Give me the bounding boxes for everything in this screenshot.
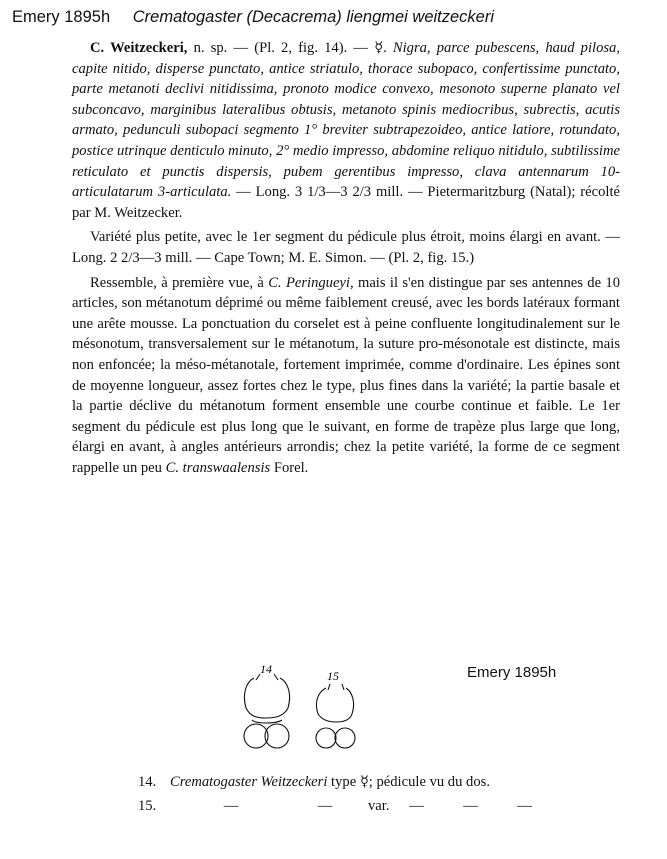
caption-14-taxon: Crematogaster Weitzeckeri: [170, 774, 328, 790]
species-measure: — Long. 3 1/3—3 2/3 mill. — Pietermaritzburg (Natal); récolté par M. Weitzecker.: [72, 184, 620, 221]
figure-drawings: [232, 660, 372, 760]
species-status: n. sp. — (Pl. 2, fig. 14). — ☿.: [187, 40, 393, 56]
species-description: [72, 38, 620, 223]
page-header: [12, 8, 662, 27]
comparison-text-2: mais il s'en distingue par ses antennes de 10 articles, son métanotum déprimé ou même faiblement creusé, avec les bords latéraux formant une arête mousse. La ponctuation du corselet est à peine confluente longitudinalement sur le mésonotum, transversalement sur le métanotum, la suture pro-mésonotale est distincte, mais non enfoncée; la méso-métanotale, fortement imprimée, comme d'ordinaire. Les épines sont de moyenne longueur, assez fortes chez le type, plus fines dans la variété; la partie basale et la partie déclive du métanotum forment ensemble une courbe continue et faible. Le 1er segment du pédicule est plus long que le suivant, en forme de trapèze plus large que long, élargi en avant, à angles antérieurs arrondis; chez la petite variété, la forme de ce segment rappelle un peu: [72, 274, 620, 476]
caption-14-text: type ☿; pédicule vu du dos.: [327, 774, 490, 790]
figure-captions: [138, 770, 618, 818]
caption-15-var: var.: [368, 798, 390, 814]
caption-15: [138, 794, 618, 818]
figure-credit: Emery 1895h: [467, 664, 557, 681]
pedicel-illustrations: [232, 660, 372, 760]
figure-label-15: 15: [327, 669, 339, 683]
latin-diagnosis: Nigra, parce pubescens, haud pilosa, capite nitido, disperse punctato, antice striatulo, thorace subopaco, confertissime punctato, parte metanoti declivi nitidissima, pronoto modice convexo, mesonoto superne planato vel subconcavo, marginibus lateralibus obtusis, metanoto spinis mediocribus, subrectis, acutis armato, pedunculi subopaci segmento 1° breviter subtrapezoideo, antice latiore, rotundato, postice utrinque denticulo minuto, 2° medio impresso, abdomine reliquo nitidulo, subtilissime reticulato et punctis dispersis, pubem gerentibus impresso, clava antennarum 10-articulatarum 3-articulata.: [72, 40, 620, 201]
comparison-species-2: C. transwaalensis: [165, 459, 271, 476]
header-author: Emery 1895h: [12, 8, 111, 26]
caption-15-dash-5: —: [517, 798, 532, 814]
caption-15-dash-3: —: [409, 798, 424, 814]
caption-15-number: 15.: [138, 798, 157, 814]
article-body: [72, 38, 620, 482]
comparison-text-1: Ressemble, à première vue, à: [90, 274, 269, 291]
header-taxon: Crematogaster (Decacrema) liengmei weitzeckeri: [132, 8, 495, 26]
caption-14-number: 14.: [138, 774, 157, 790]
variety-paragraph: Variété plus petite, avec le 1er segment du pédicule plus étroit, moins élargi en avant. — Long. 2 2/3—3 mill. — Cape Town; M. E. Simon. — (Pl. 2, fig. 15.): [72, 229, 620, 266]
figure-14-drawing: [244, 674, 290, 748]
comparison-text-3: Forel.: [270, 459, 309, 476]
species-name: C. Weitzeckeri,: [90, 40, 188, 56]
caption-15-dash-2: —: [317, 798, 333, 814]
figure-label-14: 14: [260, 662, 272, 676]
comparison-paragraph: [72, 273, 620, 479]
caption-15-dash-1: —: [223, 798, 239, 814]
caption-15-dash-4: —: [463, 798, 478, 814]
figure-15-drawing: [316, 684, 355, 748]
caption-14: [138, 770, 618, 794]
comparison-species-1: C. Peringueyi,: [268, 274, 354, 291]
